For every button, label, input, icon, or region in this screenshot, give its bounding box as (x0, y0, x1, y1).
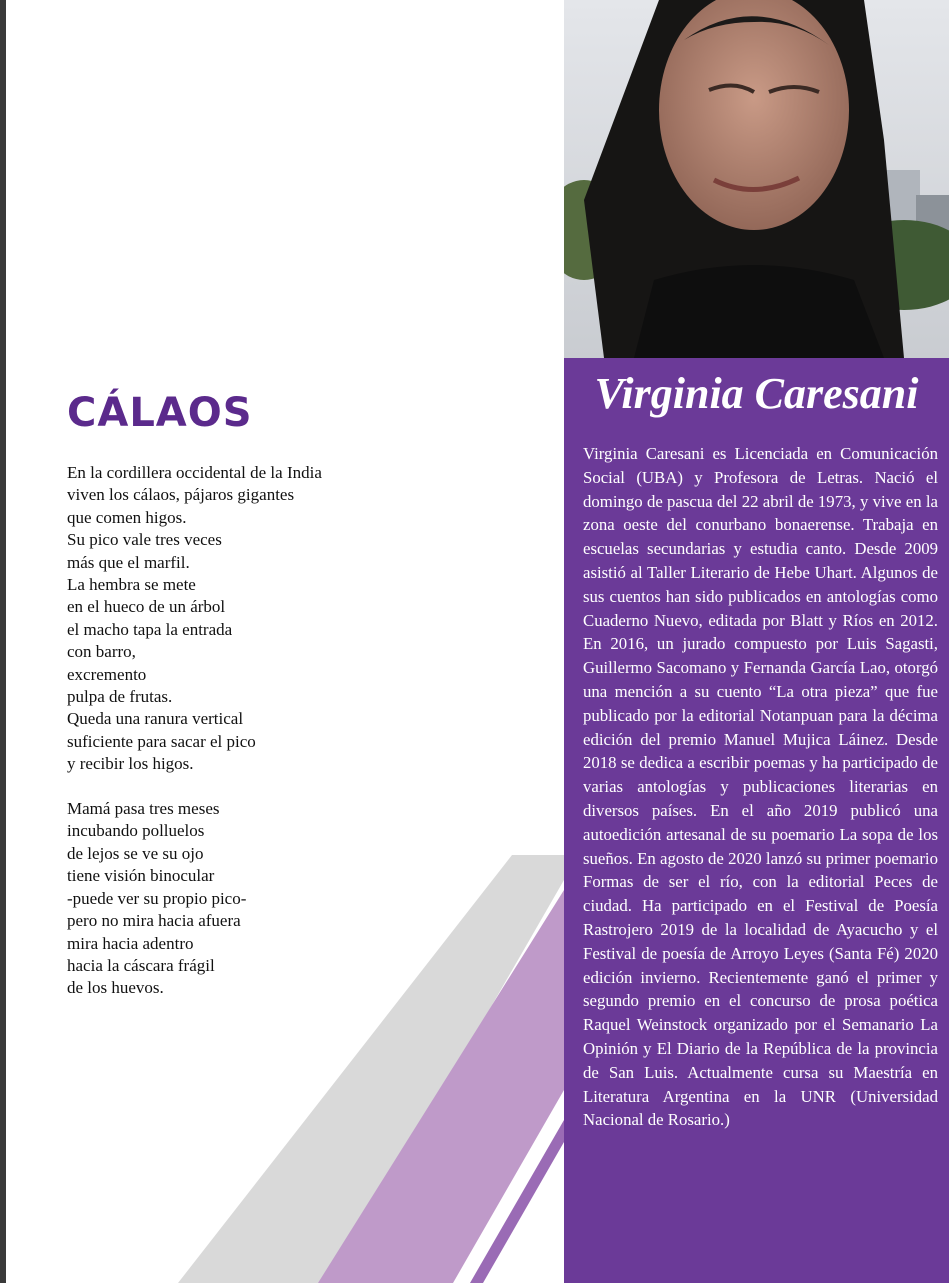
poem-body (67, 462, 397, 1022)
poem-line: suficiente para sacar el pico (67, 731, 256, 751)
poem-line: en el hueco de un árbol (67, 597, 226, 617)
poem-line: Su pico vale tres veces (67, 530, 222, 550)
poem-line: más que el marfil. (67, 552, 190, 572)
poem-line: mira hacia adentro (67, 933, 194, 953)
poem-line: con barro, (67, 642, 136, 662)
author-photo (564, 0, 949, 358)
poem-line: y recibir los higos. (67, 754, 194, 774)
poem-line: incubando polluelos (67, 821, 205, 841)
poem-line: que comen higos. (67, 507, 187, 527)
poem-title: CÁLAOS (67, 390, 253, 436)
poem-line: de lejos se ve su ojo (67, 843, 204, 863)
poem-line: Queda una ranura vertical (67, 709, 244, 729)
poem-line: -puede ver su propio pico- (67, 888, 247, 908)
poem-line: tiene visión binocular (67, 866, 215, 886)
poem-line: hacia la cáscara frágil (67, 955, 215, 975)
poem-line: viven los cálaos, pájaros gigantes (67, 485, 295, 505)
poem-stanza-2 (67, 798, 397, 1000)
poem-line: pulpa de frutas. (67, 687, 173, 707)
poem-line: La hembra se mete (67, 575, 196, 595)
poem-line: excremento (67, 664, 147, 684)
poem-line: de los huevos. (67, 978, 164, 998)
poem-line: En la cordillera occidental de la India (67, 463, 322, 482)
poem-line: pero no mira hacia afuera (67, 911, 241, 931)
author-name: Virginia Caresani (594, 369, 919, 418)
author-bio-text: Virginia Caresani es Licenciada en Comunicación Social (UBA) y Profesora de Letras. Nació el domingo de pascua del 22 abril de 1973, y vive en la zona oeste del conurbano bonaerense. Trabaja en escuelas secundarias y estudia canto. Desde 2009 asistió al Taller Literario de Hebe Uhart. Algunos de sus cuentos han sido publicados en antologías como Cuaderno Nuevo, editada por Blatt y Ríos en 2012. En 2016, un jurado compuesto por Luis Sagasti, Guillermo Sacomano y Fernanda García Lao, otorgó una mención a su cuento “La otra pieza” que fue publicado por la editorial Notanpuan para la décima edición del premio Manuel Mujica Láinez. Desde 2018 se dedica a escribir poemas y ha participado de varias antologías y publicaciones literarias en diversos países. En el año 2019 publicó una autoedición artesanal de su poemario La sopa de los sueños. En agosto de 2020 lanzó su primer poemario Formas de ser el río, con la editorial Peces de ciudad. Ha participado en el Festival de Poesía Rastrojero 2019 de la localidad de Ayacucho y el Festival de poesía de Arroyo Leyes (Santa Fé) 2020 edición invierno. Recientemente ganó el primer y segundo premio en el concurso de prosa poética Raquel Weinstock organizado por el Semanario La Opinión y El Diario de la República de la provincia de San Luis. Actualmente cursa su Maestría en Literatura Argentina en la UNR (Universidad Nacional de Rosario.) (583, 444, 938, 1130)
poem-stanza-1 (67, 462, 397, 776)
author-bio-panel (564, 358, 949, 1283)
poem-line: Mamá pasa tres meses (67, 799, 220, 819)
poem-line: el macho tapa la entrada (67, 619, 233, 639)
